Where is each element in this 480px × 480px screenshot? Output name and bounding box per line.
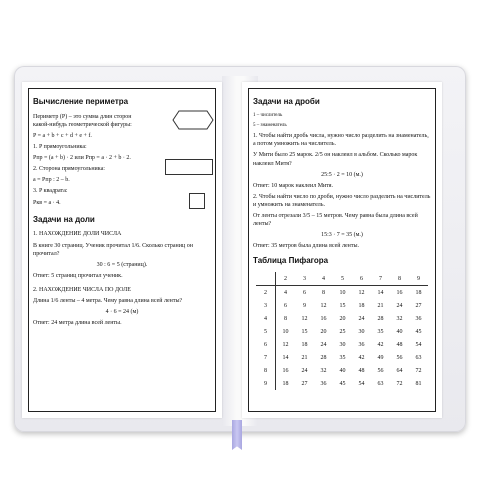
denominator-note: 5 – знаменатель (253, 122, 287, 128)
table-cell: 81 (415, 380, 422, 387)
table-row (256, 312, 428, 325)
table-row (256, 286, 428, 300)
table-cell: 15 (301, 328, 308, 335)
table-cell: 49 (377, 354, 384, 361)
fraction-task-2: От ленты отрезали 3/5 – 15 метров. Чему равна была длина всей ленты? (253, 213, 418, 228)
table-cell: 18 (415, 289, 422, 296)
pythagoras-table (256, 272, 428, 390)
table-cell: 8 (284, 315, 287, 322)
s2-answer: Ответ: 24 метра длина всей ленты. (33, 320, 122, 327)
table-cell: 18 (301, 341, 308, 348)
table-cell: 9 (256, 377, 276, 390)
table-cell: 28 (377, 315, 384, 322)
fraction-answer-1: Ответ: 10 марок наклеил Митя. (253, 182, 334, 189)
table-cell: 64 (396, 367, 403, 374)
perimeter-formula: P = a + b + c + d + e + f. (33, 132, 92, 139)
table-header-cell: 2 (276, 272, 296, 286)
table-cell: 42 (358, 354, 365, 361)
left-page-frame (28, 88, 216, 412)
table-cell: 24 (358, 315, 365, 322)
s1-answer: Ответ: 5 страниц прочитал ученик. (33, 272, 123, 279)
table-cell: 14 (282, 354, 289, 361)
fraction-rule-1: 1. Чтобы найти дробь числа, нужно число разделить на знаменатель, а потом умножить на числитель. (253, 133, 429, 148)
table-cell: 24 (320, 341, 327, 348)
pythagoras-title: Таблица Пифагора (253, 256, 329, 266)
table-cell: 36 (320, 380, 327, 387)
table-cell: 20 (320, 328, 327, 335)
table-row (256, 325, 428, 338)
table-cell: 10 (339, 289, 346, 296)
shares-title: Задачи на доли (33, 214, 95, 224)
perimeter-title: Вычисление периметра (33, 97, 129, 106)
table-cell: 14 (377, 289, 384, 296)
perimeter-intro: Периметр (P) – это сумма длин сторон какой-нибудь геометрической фигуры: (33, 113, 132, 128)
s2-calc: 4 · 6 = 24 (м) (105, 309, 139, 316)
table-cell: 16 (320, 315, 327, 322)
table-cell: 4 (284, 289, 287, 296)
item1-formula: Pпр = (a + b) · 2 или Pпр = a · 2 + b · 2. (33, 155, 131, 162)
fractions-title: Задачи на дроби (253, 97, 320, 106)
square-figure (189, 193, 205, 209)
table-cell: 30 (358, 328, 365, 335)
table-row (256, 364, 428, 377)
table-cell: 42 (377, 341, 384, 348)
fraction-task-1: У Мити было 25 марок. 2/5 он наклеил в альбом. Сколько марок наклеил Митя? (253, 152, 418, 167)
item1: 1. P прямоугольника: (33, 144, 87, 151)
s1-text: В книге 30 страниц. Ученик прочитал 1/6. Сколько страниц он прочитал? (33, 242, 193, 257)
table-cell: 12 (282, 341, 289, 348)
table-cell: 40 (396, 328, 403, 335)
table-corner-cell (256, 272, 276, 286)
table-cell: 27 (301, 380, 308, 387)
table-cell: 25 (339, 328, 346, 335)
table-cell: 63 (415, 354, 422, 361)
table-cell: 9 (303, 302, 306, 309)
table-cell: 16 (396, 289, 403, 296)
bookmark-ribbon (232, 420, 242, 450)
table-cell: 27 (415, 302, 422, 309)
table-row (256, 299, 428, 312)
table-cell: 28 (320, 354, 327, 361)
table-cell: 4 (256, 312, 276, 325)
table-cell: 45 (415, 328, 422, 335)
table-cell: 54 (415, 341, 422, 348)
s1-title: 1. НАХОЖДЕНИЕ ДОЛИ ЧИСЛА (33, 231, 122, 238)
table-cell: 35 (339, 354, 346, 361)
table-cell: 7 (256, 351, 276, 364)
table-cell: 3 (256, 299, 276, 312)
s1-calc: 30 : 6 = 5 (страниц). (96, 261, 148, 268)
right-page-frame (248, 88, 436, 412)
left-content (33, 97, 211, 330)
table-header-cell: 3 (295, 272, 314, 286)
table-cell: 20 (339, 315, 346, 322)
table-cell: 18 (358, 302, 365, 309)
table-cell: 54 (358, 380, 365, 387)
table-cell: 12 (358, 289, 365, 296)
table-cell: 6 (256, 338, 276, 351)
right-content (253, 97, 431, 390)
fraction-answer-2: Ответ: 35 метров была длина всей ленты. (253, 243, 359, 250)
table-cell: 8 (256, 364, 276, 377)
table-row (256, 377, 428, 390)
table-header-cell: 8 (390, 272, 409, 286)
table-cell: 24 (396, 302, 403, 309)
numerator-note: 1 – числитель (253, 112, 283, 118)
table-cell: 6 (284, 302, 287, 309)
fraction-calc-1: 25:5 · 2 = 10 (м.) (321, 171, 363, 178)
table-cell: 48 (358, 367, 365, 374)
item2-formula: a = Pпр : 2 – b. (33, 177, 70, 184)
hexagon-figure (171, 109, 215, 131)
table-cell: 30 (339, 341, 346, 348)
table-cell: 18 (282, 380, 289, 387)
table-header-cell: 5 (333, 272, 352, 286)
table-header-cell: 9 (409, 272, 428, 286)
table-row (256, 338, 428, 351)
table-cell: 6 (303, 289, 306, 296)
table-cell: 32 (396, 315, 403, 322)
table-cell: 32 (320, 367, 327, 374)
table-cell: 36 (358, 341, 365, 348)
table-header-row (256, 272, 428, 286)
table-row (256, 351, 428, 364)
s2-title: 2. НАХОЖДЕНИЕ ЧИСЛА ПО ДОЛЕ (33, 286, 131, 293)
table-cell: 72 (415, 367, 422, 374)
table-cell: 45 (339, 380, 346, 387)
table-header-cell: 4 (314, 272, 333, 286)
table-cell: 63 (377, 380, 384, 387)
table-cell: 12 (301, 315, 308, 322)
table-cell: 36 (415, 315, 422, 322)
table-cell: 21 (377, 302, 384, 309)
table-cell: 2 (256, 286, 276, 300)
table-cell: 24 (301, 367, 308, 374)
table-cell: 5 (256, 325, 276, 338)
item3-formula: Pкв = a · 4. (33, 199, 61, 206)
table-cell: 10 (282, 328, 289, 335)
table-cell: 56 (377, 367, 384, 374)
table-header-cell: 7 (371, 272, 390, 286)
rectangle-figure (165, 159, 213, 175)
table-cell: 15 (339, 302, 346, 309)
fraction-calc-2: 15:3 · 7 = 35 (м.) (321, 232, 363, 239)
table-cell: 56 (396, 354, 403, 361)
left-page (22, 82, 222, 418)
table-cell: 21 (301, 354, 308, 361)
s2-text: Длина 1/6 ленты – 4 метра. Чему равна длина всей ленты? (33, 298, 183, 304)
item3: 3. P квадрата: (33, 188, 68, 195)
table-cell: 40 (339, 367, 346, 374)
table-cell: 72 (396, 380, 403, 387)
table-cell: 35 (377, 328, 384, 335)
fraction-rule-2: 2. Чтобы найти число по дроби, нужно число разделить на числитель и умножить на знаменатель. (253, 193, 431, 208)
table-cell: 12 (320, 302, 327, 309)
right-page (242, 82, 442, 418)
table-cell: 8 (322, 289, 325, 296)
table-cell: 48 (396, 341, 403, 348)
table-header-cell: 6 (352, 272, 371, 286)
table-cell: 16 (282, 367, 289, 374)
item2: 2. Сторона прямоугольника: (33, 166, 105, 173)
